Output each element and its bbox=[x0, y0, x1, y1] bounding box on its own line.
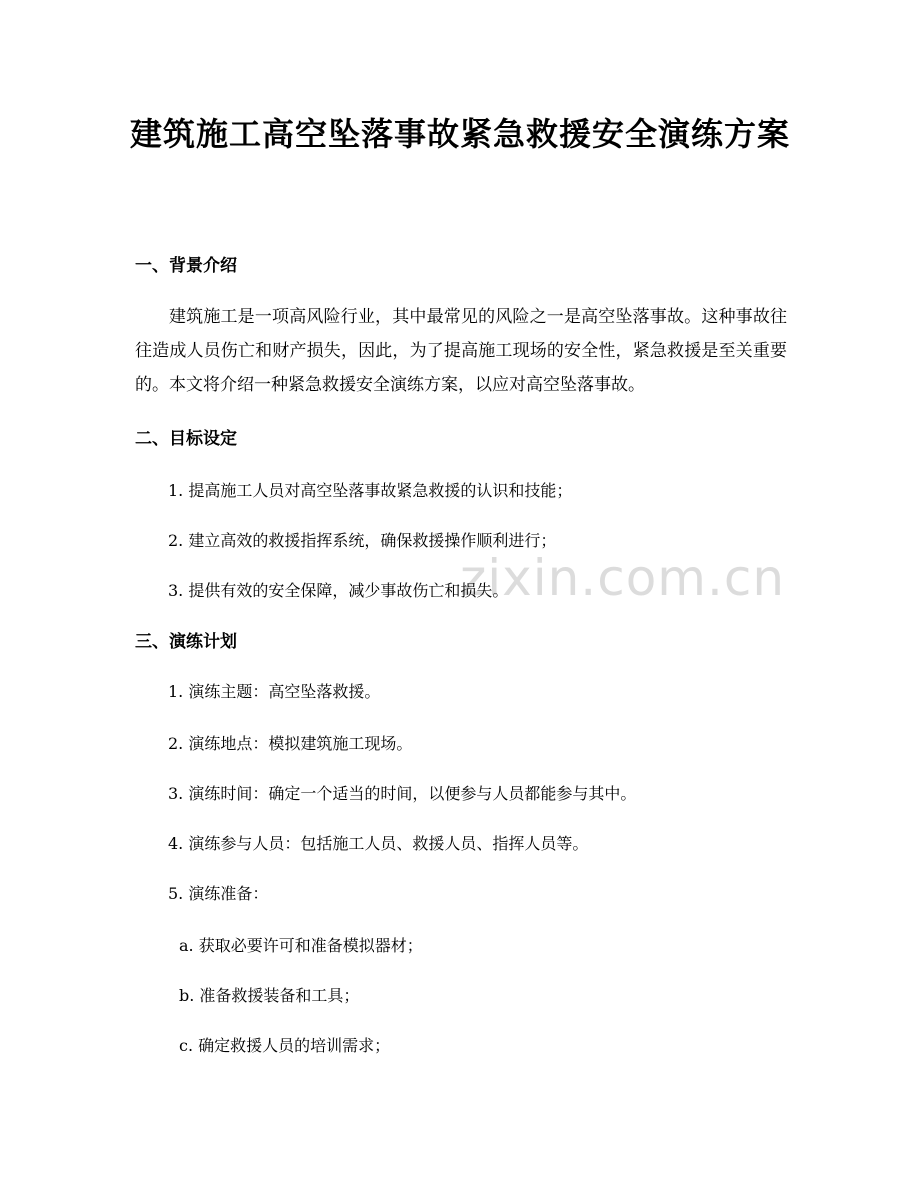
section-heading-background: 一、背景介绍 bbox=[135, 256, 237, 276]
background-paragraph: 建筑施工是一项高风险行业，其中最常见的风险之一是高空坠落事故。这种事故往往造成人员伤亡和财产损失，因此，为了提高施工现场的安全性，紧急救援是至关重要的。本文将介绍一种紧急救援安全演练方案，以应对高空坠落事故。 bbox=[135, 307, 787, 395]
prep-sub-item-a: a. 获取必要许可和准备模拟器材； bbox=[179, 936, 423, 955]
plan-item-1: 1. 演练主题：高空坠落救援。 bbox=[168, 682, 381, 701]
plan-item-4: 4. 演练参与人员：包括施工人员、救援人员、指挥人员等。 bbox=[168, 834, 589, 853]
prep-sub-item-c: c. 确定救援人员的培训需求； bbox=[179, 1036, 391, 1055]
prep-sub-item-b: b. 准备救援装备和工具； bbox=[179, 986, 360, 1005]
watermark: zixin.com.cn bbox=[460, 549, 786, 607]
page-title: 建筑施工高空坠落事故紧急救援安全演练方案 bbox=[129, 115, 790, 153]
section-heading-plan: 三、演练计划 bbox=[135, 632, 237, 652]
plan-item-3: 3. 演练时间：确定一个适当的时间，以便参与人员都能参与其中。 bbox=[168, 784, 637, 803]
section-heading-goals: 二、目标设定 bbox=[135, 429, 237, 449]
goal-item-2: 2. 建立高效的救援指挥系统，确保救援操作顺利进行； bbox=[168, 531, 557, 550]
goal-item-1: 1. 提高施工人员对高空坠落事故紧急救援的认识和技能； bbox=[168, 481, 573, 500]
plan-item-5: 5. 演练准备： bbox=[168, 884, 269, 903]
plan-item-2: 2. 演练地点：模拟建筑施工现场。 bbox=[168, 734, 413, 753]
goal-item-3: 3. 提供有效的安全保障，减少事故伤亡和损失。 bbox=[168, 581, 509, 600]
